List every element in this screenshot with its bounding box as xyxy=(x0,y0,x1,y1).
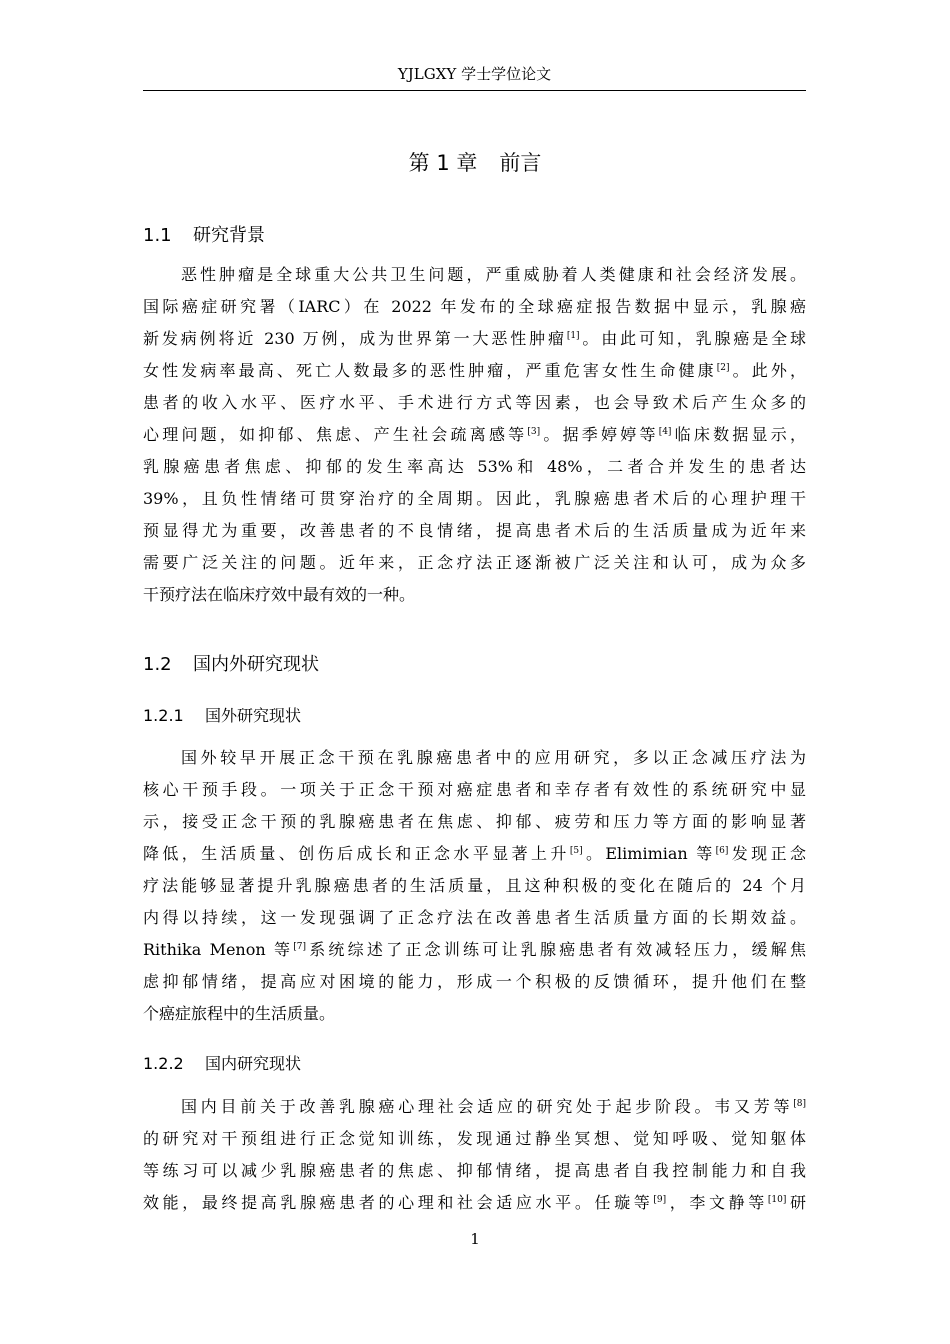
paragraph-research-background xyxy=(143,259,806,611)
paragraph-line xyxy=(143,966,806,998)
text-run: 系统综述了正念训练可让乳腺癌患者有效减轻压力，缓解焦 xyxy=(305,940,806,959)
paragraph-line xyxy=(143,1155,806,1187)
text-run: 。此外， xyxy=(729,361,806,380)
text-run: Rithika Menon 等 xyxy=(143,940,294,959)
text-run: 乳腺癌患者焦虑、抑郁的发生率高达 53%和 48%，二者合并发生的患者达 xyxy=(143,457,806,476)
header-rule xyxy=(143,90,806,91)
citation-marker: [3] xyxy=(527,427,541,437)
paragraph-line xyxy=(143,483,806,515)
paragraph-line xyxy=(143,515,806,547)
citation-marker: [2] xyxy=(716,363,730,373)
paragraph-line xyxy=(143,387,806,419)
section-number: 1.2 xyxy=(143,654,172,675)
text-run: 。由此可知，乳腺癌是全球 xyxy=(579,329,806,348)
paragraph-line xyxy=(143,998,806,1030)
text-run: 国际癌症研究署（IARC）在 2022 年发布的全球癌症报告数据中显示，乳腺癌 xyxy=(143,297,806,316)
text-run: 的研究对干预组进行正念觉知训练，发现通过静坐冥想、觉知呼吸、觉知躯体 xyxy=(143,1129,806,1148)
chapter-number: 第 1 章 xyxy=(408,151,478,175)
text-run: 患者的收入水平、医疗水平、手术进行方式等因素，也会导致术后产生众多的 xyxy=(143,393,806,412)
section-heading-1-1 xyxy=(143,223,265,249)
text-run: 国外较早开展正念干预在乳腺癌患者中的应用研究，多以正念减压疗法为 xyxy=(181,748,806,767)
citation-marker: [7] xyxy=(293,942,306,952)
section-heading-1-2 xyxy=(143,652,319,678)
text-run: 女性发病率最高、死亡人数最多的恶性肿瘤，严重危害女性生命健康 xyxy=(143,361,717,380)
text-run: 需要广泛关注的问题。近年来，正念疗法正逐渐被广泛关注和认可，成为众多 xyxy=(143,553,806,572)
paragraph-domestic-research xyxy=(143,1091,806,1219)
paragraph-line xyxy=(143,902,806,934)
citation-marker: [4] xyxy=(658,427,672,437)
text-run: 国内目前关于改善乳腺癌心理社会适应的研究处于起步阶段。韦又芳等 xyxy=(181,1097,794,1116)
text-run: 心理问题，如抑郁、焦虑、产生社会疏离感等 xyxy=(143,425,528,444)
text-run: 内得以持续，这一发现强调了正念疗法在改善患者生活质量方面的长期效益。 xyxy=(143,908,806,927)
text-run: 发现正念 xyxy=(728,844,806,863)
paragraph-line xyxy=(143,1091,806,1123)
chapter-title xyxy=(0,148,950,178)
paragraph-line xyxy=(143,774,806,806)
section-title: 国内外研究现状 xyxy=(193,654,319,675)
text-run: 疗法能够显著提升乳腺癌患者的生活质量，且这种积极的变化在随后的 24 个月 xyxy=(143,876,806,895)
subsection-number: 1.2.1 xyxy=(143,706,184,725)
citation-marker: [1] xyxy=(566,331,580,341)
text-run: 。据季婷婷等 xyxy=(540,425,659,444)
section-title: 研究背景 xyxy=(193,225,265,246)
chapter-name: 前言 xyxy=(499,151,542,175)
running-header: YJLGXY 学士学位论文 xyxy=(397,65,552,83)
text-run: 。Elimimian 等 xyxy=(582,844,716,863)
text-run: 预显得尤为重要，改善患者的不良情绪，提高患者术后的生活质量成为近年来 xyxy=(143,521,806,540)
text-run: 效能，最终提高乳腺癌患者的心理和社会适应水平。任璇等 xyxy=(143,1193,654,1212)
paragraph-foreign-research xyxy=(143,742,806,1030)
text-run: 等练习可以减少乳腺癌患者的焦虑、抑郁情绪，提高患者自我控制能力和自我 xyxy=(143,1161,806,1180)
text-run: 核心干预手段。一项关于正念干预对癌症患者和幸存者有效性的系统研究中显 xyxy=(143,780,806,799)
text-run: 研 xyxy=(786,1193,806,1212)
text-run: 虑抑郁情绪，提高应对困境的能力，形成一个积极的反馈循环，提升他们在整 xyxy=(143,972,806,991)
paragraph-line xyxy=(143,291,806,323)
paragraph-line xyxy=(143,259,806,291)
paragraph-line xyxy=(143,451,806,483)
citation-marker: [10] xyxy=(767,1195,787,1205)
paragraph-line xyxy=(143,934,806,966)
text-run: 降低，生活质量、创伤后成长和正念水平显著上升 xyxy=(143,844,570,863)
paragraph-line xyxy=(143,547,806,579)
subsection-heading-1-2-1 xyxy=(143,704,301,728)
text-run: 临床数据显示， xyxy=(671,425,806,444)
text-run: 恶性肿瘤是全球重大公共卫生问题，严重威胁着人类健康和社会经济发展。 xyxy=(181,265,806,284)
citation-marker: [8] xyxy=(793,1099,806,1109)
citation-marker: [9] xyxy=(653,1195,667,1205)
paragraph-line xyxy=(143,1187,806,1219)
paragraph-line xyxy=(143,870,806,902)
paragraph-line xyxy=(143,419,806,451)
text-run: 新发病例将近 230 万例，成为世界第一大恶性肿瘤 xyxy=(143,329,567,348)
paragraph-line xyxy=(143,806,806,838)
citation-marker: [6] xyxy=(715,846,729,856)
paragraph-line xyxy=(143,838,806,870)
citation-marker: [5] xyxy=(569,846,583,856)
paragraph-line xyxy=(143,742,806,774)
paragraph-line xyxy=(143,323,806,355)
section-number: 1.1 xyxy=(143,225,172,246)
subsection-heading-1-2-2 xyxy=(143,1052,301,1076)
text-run: 干预疗法在临床疗效中最有效的一种。 xyxy=(143,585,416,604)
page-number: 1 xyxy=(470,1230,480,1248)
subsection-number: 1.2.2 xyxy=(143,1054,184,1073)
paragraph-line xyxy=(143,355,806,387)
text-run: 示，接受正念干预的乳腺癌患者在焦虑、抑郁、疲劳和压力等方面的影响显著 xyxy=(143,812,806,831)
text-run: ，李文静等 xyxy=(666,1193,768,1212)
text-run: 39%，且负性情绪可贯穿治疗的全周期。因此，乳腺癌患者术后的心理护理干 xyxy=(143,489,806,508)
paragraph-line xyxy=(143,1123,806,1155)
subsection-title: 国外研究现状 xyxy=(205,706,302,725)
text-run: 个癌症旅程中的生活质量。 xyxy=(143,1004,336,1023)
subsection-title: 国内研究现状 xyxy=(205,1054,302,1073)
paragraph-line xyxy=(143,579,806,611)
